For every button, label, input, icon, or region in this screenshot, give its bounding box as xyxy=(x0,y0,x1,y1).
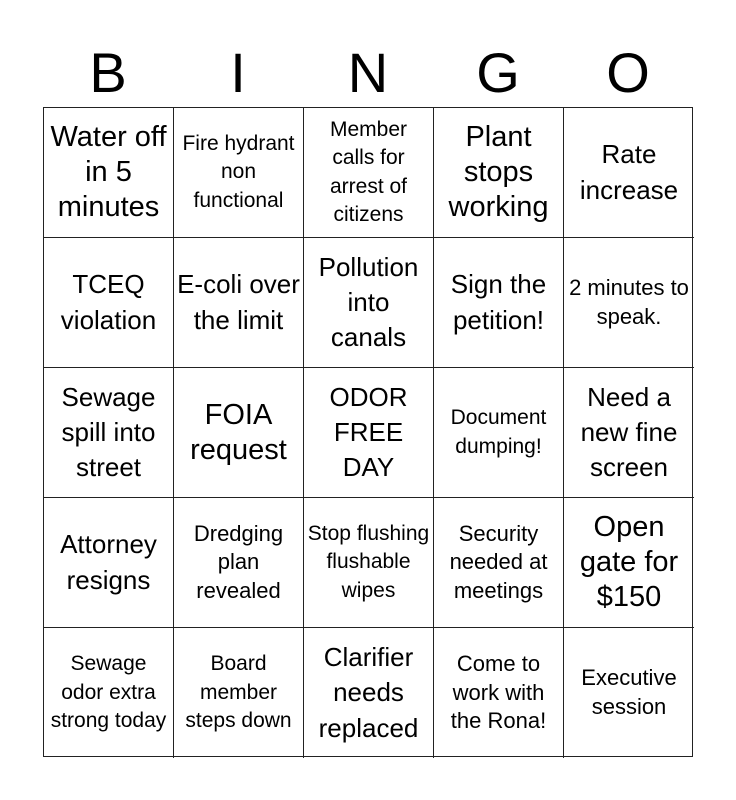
bingo-cell[interactable]: Come to work with the Rona! xyxy=(434,628,564,758)
header-letter-i: I xyxy=(230,41,246,104)
bingo-cell[interactable]: Water off in 5 minutes xyxy=(44,108,174,238)
bingo-cell[interactable]: Open gate for $150 xyxy=(564,498,694,628)
bingo-cell[interactable]: E-coli over the limit xyxy=(174,238,304,368)
bingo-cell[interactable]: Clarifier needs replaced xyxy=(304,628,434,758)
bingo-cell[interactable]: Rate increase xyxy=(564,108,694,238)
bingo-cell[interactable]: Member calls for arrest of citizens xyxy=(304,108,434,238)
bingo-cell[interactable]: Pollution into canals xyxy=(304,238,434,368)
bingo-cell[interactable]: Need a new fine screen xyxy=(564,368,694,498)
header-letter-o: O xyxy=(606,41,650,104)
bingo-cell[interactable]: Executive session xyxy=(581,665,677,719)
header-letter-g: G xyxy=(476,41,520,104)
bingo-cell[interactable]: Security needed at meetings xyxy=(434,498,564,628)
bingo-cell[interactable]: ODOR FREE DAY xyxy=(304,368,434,498)
header-letter-n: N xyxy=(347,41,389,104)
bingo-cell[interactable]: Sewage spill into street xyxy=(44,368,174,498)
bingo-cell[interactable]: Board member steps down xyxy=(174,628,304,758)
bingo-cell[interactable]: Stop flushing flushable wipes xyxy=(304,498,434,628)
bingo-cell[interactable]: FOIA request xyxy=(174,368,304,498)
bingo-cell[interactable]: Dredging plan revealed xyxy=(174,498,304,628)
bingo-card xyxy=(43,107,693,757)
bingo-header xyxy=(43,40,693,106)
bingo-cell[interactable]: 2 minutes to speak. xyxy=(564,238,694,368)
bingo-cell[interactable]: Sewage odor extra strong today xyxy=(44,628,174,758)
bingo-cell[interactable]: Plant stops working xyxy=(434,108,564,238)
header-letter-b: B xyxy=(89,41,127,104)
bingo-cell[interactable]: Attorney resigns xyxy=(44,498,174,628)
bingo-cell[interactable]: Fire hydrant non functional xyxy=(174,108,304,238)
bingo-cell[interactable]: TCEQ violation xyxy=(44,238,174,368)
bingo-cell[interactable]: Document dumping! xyxy=(434,368,564,498)
bingo-cell[interactable]: Sign the petition! xyxy=(434,238,564,368)
